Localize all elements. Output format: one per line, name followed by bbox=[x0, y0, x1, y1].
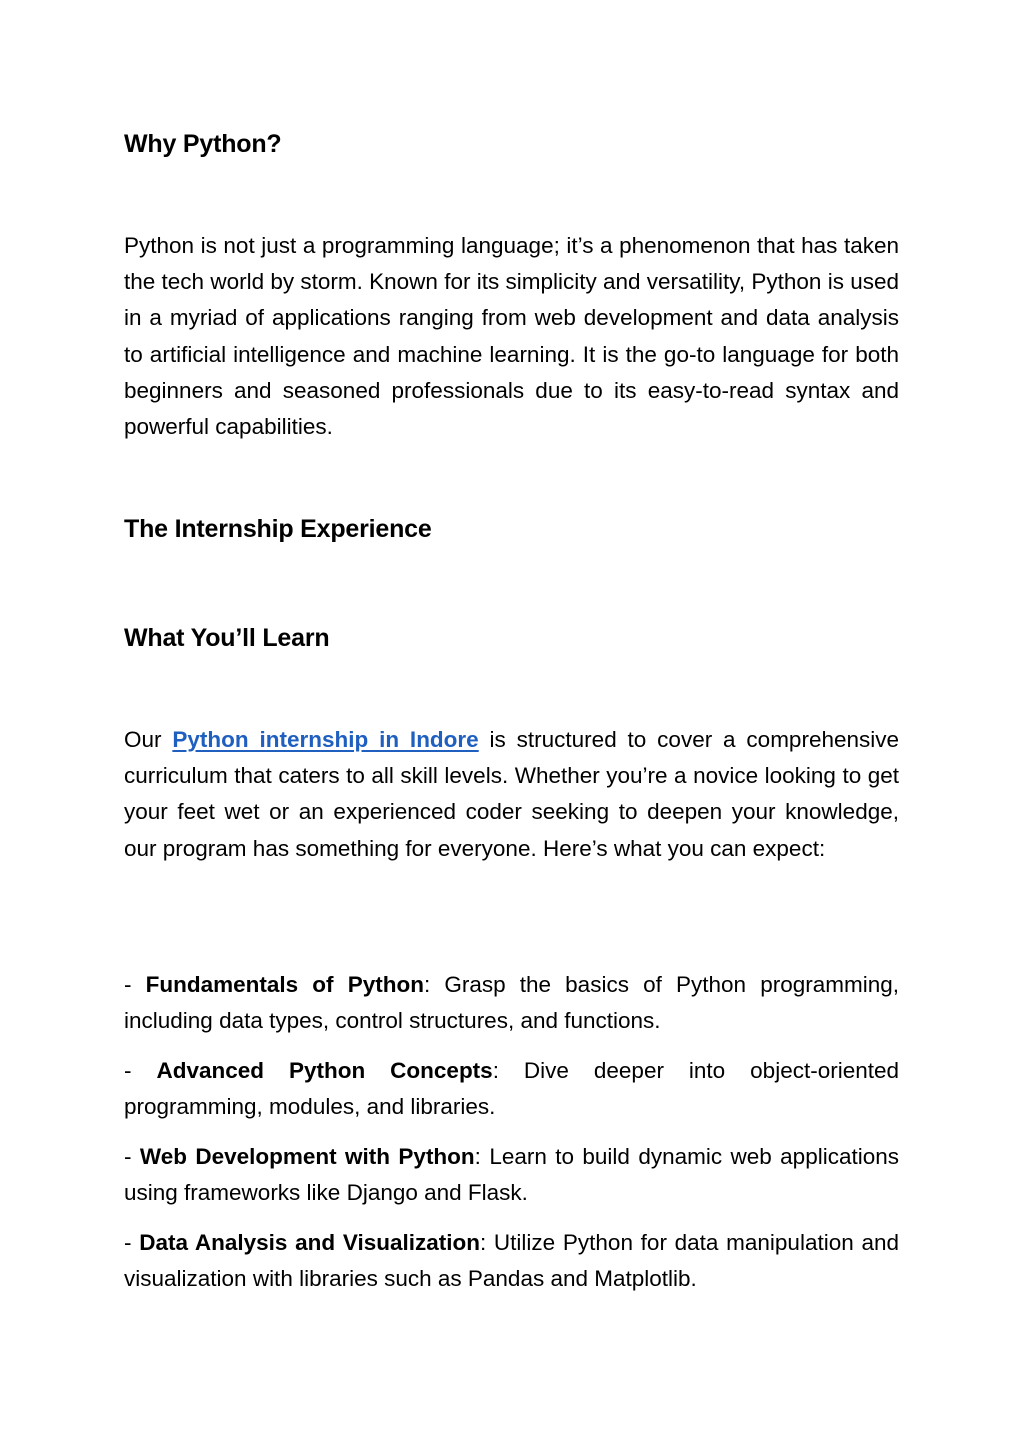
bullet-title: Web Development with Python bbox=[139, 1144, 475, 1169]
heading-why-python: Why Python? bbox=[124, 130, 282, 158]
bullet-text: : Grasp the basics of Python programming, including data types, control structures, and functions. bbox=[124, 972, 899, 1034]
intro-text-after-link: is structured to cover a comprehensive curriculum that caters to all skill levels. Whether you’re a novice looking to get your feet wet or an experienced coder seeking to deepen your knowledge, our program has something for everyone. Here’s what you can expect: bbox=[124, 727, 900, 861]
heading-internship-experience: The Internship Experience bbox=[124, 515, 432, 543]
bullet-dash: - bbox=[124, 972, 146, 997]
bullet-text: : Dive deeper into object-oriented programming, modules, and libraries. bbox=[124, 1058, 900, 1120]
paragraph-why-python: Python is not just a programming language; it’s a phenomenon that has taken the tech world by storm. Known for its simplicity and versatility, Python is used in a myriad of applications ranging from web development and data analysis to artificial intelligence and machine learning. It is the go-to language for both beginners and seasoned professionals due to its easy-to-read syntax and powerful capabilities. bbox=[124, 233, 899, 440]
bullet-text: : Learn to build dynamic web applications using frameworks like Django and Flask. bbox=[124, 1144, 899, 1206]
bullet-text: : Utilize Python for data manipulation and visualization with libraries such as Pandas and Matplotlib. bbox=[124, 1230, 899, 1292]
list-item-fundamentals bbox=[124, 967, 899, 1039]
list-item-web-development bbox=[124, 1139, 899, 1211]
bullet-dash: - bbox=[124, 1144, 140, 1169]
paragraph-what-youll-learn bbox=[124, 722, 899, 867]
bullet-title: Advanced Python Concepts bbox=[156, 1058, 493, 1083]
heading-what-youll-learn: What You’ll Learn bbox=[124, 624, 330, 652]
list-item-data-analysis bbox=[124, 1225, 899, 1297]
bullet-title: Data Analysis and Visualization bbox=[139, 1230, 480, 1255]
python-internship-link[interactable]: Python internship in Indore bbox=[172, 727, 479, 752]
intro-text-before-link: Our bbox=[124, 727, 173, 752]
list-item-advanced-concepts bbox=[124, 1053, 899, 1125]
bullet-title: Fundamentals of Python bbox=[145, 972, 424, 997]
bullet-dash: - bbox=[124, 1230, 140, 1255]
bullet-dash: - bbox=[124, 1058, 157, 1083]
